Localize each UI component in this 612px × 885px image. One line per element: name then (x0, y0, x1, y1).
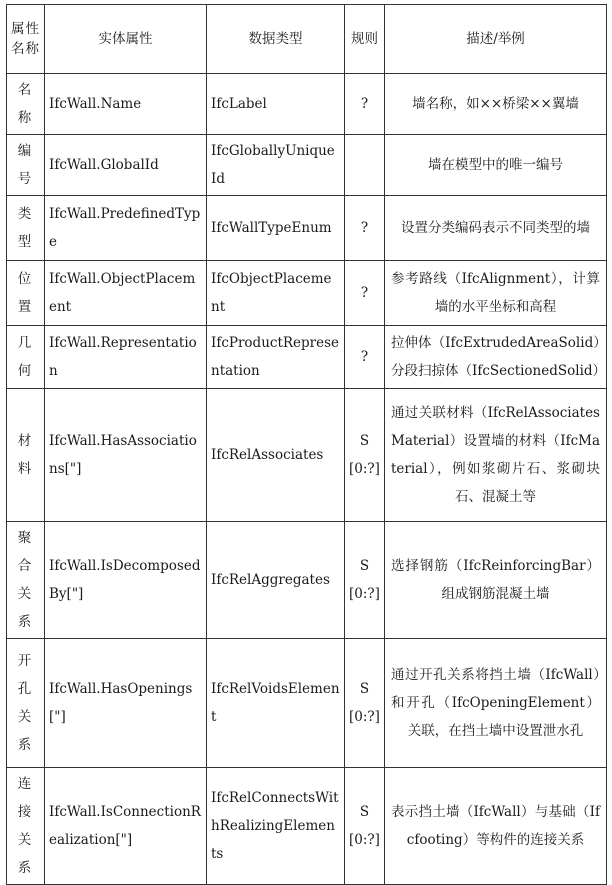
cell-rule: S[0:?] (345, 768, 385, 885)
cell-datatype: IfcLabel (207, 74, 345, 135)
header-datatype: 数据类型 (207, 5, 345, 74)
cell-datatype: IfcRelAggregates (207, 522, 345, 639)
cell-datatype: IfcProductRepresentation (207, 326, 345, 389)
cell-description: 参考路线（IfcAlignment），计算墙的水平坐标和高程 (385, 261, 607, 326)
header-attribute: 实体属性 (45, 5, 207, 74)
header-description: 描述/举例 (385, 5, 607, 74)
cell-name: 材料 (7, 389, 45, 522)
cell-attribute: IfcWall.IsConnectionRealization["] (45, 768, 207, 885)
table-row (7, 135, 607, 196)
header-name (7, 5, 45, 74)
table-row (7, 768, 607, 885)
cell-rule: ? (345, 74, 385, 135)
cell-name: 名称 (7, 74, 45, 135)
cell-attribute: IfcWall.IsDecomposedBy["] (45, 522, 207, 639)
cell-description: 墙在模型中的唯一编号 (385, 135, 607, 196)
table-row (7, 261, 607, 326)
table-row (7, 74, 607, 135)
cell-name: 几何 (7, 326, 45, 389)
cell-datatype: IfcRelConnectsWithRealizingElements (207, 768, 345, 885)
cell-rule: S[0:?] (345, 389, 385, 522)
cell-rule (345, 135, 385, 196)
cell-rule: S[0:?] (345, 522, 385, 639)
cell-name: 编号 (7, 135, 45, 196)
cell-rule: ? (345, 326, 385, 389)
cell-description: 通过开孔关系将挡土墙（IfcWall）和开孔（IfcOpeningElement）关联，在挡土墙中设置泄水孔 (385, 639, 607, 768)
table-row (7, 326, 607, 389)
ifc-wall-attribute-table-container (6, 4, 606, 885)
cell-description: 选择钢筋（IfcReinforcingBar）组成钢筋混凝土墙 (385, 522, 607, 639)
cell-datatype: IfcWallTypeEnum (207, 196, 345, 261)
header-row (7, 5, 607, 74)
cell-name: 位置 (7, 261, 45, 326)
cell-attribute: IfcWall.HasAssociations["] (45, 389, 207, 522)
cell-description: 表示挡土墙（IfcWall）与基础（Ifcfooting）等构件的连接关系 (385, 768, 607, 885)
table-body (7, 74, 607, 885)
cell-rule: ? (345, 196, 385, 261)
cell-rule: ? (345, 261, 385, 326)
cell-datatype: IfcRelVoidsElement (207, 639, 345, 768)
header-name-text: 属性名称 (11, 21, 40, 57)
cell-attribute: IfcWall.ObjectPlacement (45, 261, 207, 326)
cell-description: 拉伸体（IfcExtrudedAreaSolid）分段扫掠体（IfcSectionedSolid） (385, 326, 607, 389)
table-header (7, 5, 607, 74)
table-row (7, 522, 607, 639)
table-row (7, 639, 607, 768)
cell-name: 连接关系 (7, 768, 45, 885)
cell-datatype: IfcObjectPlacement (207, 261, 345, 326)
cell-attribute: IfcWall.HasOpenings["] (45, 639, 207, 768)
ifc-wall-attribute-table (6, 4, 607, 885)
cell-description: 墙名称，如××桥梁××翼墙 (385, 74, 607, 135)
cell-name: 开孔关系 (7, 639, 45, 768)
cell-attribute: IfcWall.Name (45, 74, 207, 135)
table-row (7, 196, 607, 261)
cell-description: 设置分类编码表示不同类型的墙 (385, 196, 607, 261)
header-rule: 规则 (345, 5, 385, 74)
table-row (7, 389, 607, 522)
cell-name: 类型 (7, 196, 45, 261)
cell-datatype: IfcRelAssociates (207, 389, 345, 522)
cell-attribute: IfcWall.PredefinedType (45, 196, 207, 261)
cell-attribute: IfcWall.GlobalId (45, 135, 207, 196)
cell-name: 聚合关系 (7, 522, 45, 639)
cell-datatype: IfcGloballyUniqueId (207, 135, 345, 196)
cell-attribute: IfcWall.Representation (45, 326, 207, 389)
cell-rule: S[0:?] (345, 639, 385, 768)
cell-description: 通过关联材料（IfcRelAssociatesMaterial）设置墙的材料（IfcMaterial），例如浆砌片石、浆砌块石、混凝土等 (385, 389, 607, 522)
